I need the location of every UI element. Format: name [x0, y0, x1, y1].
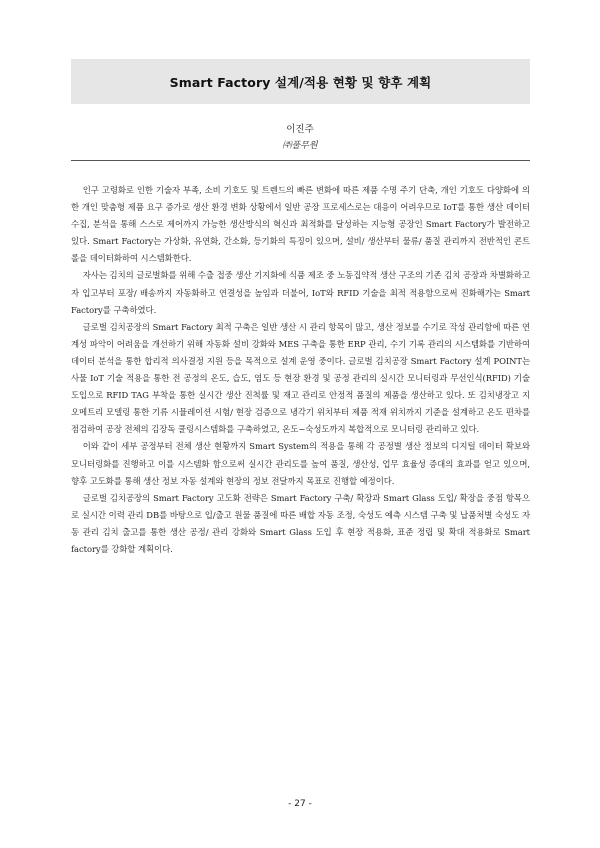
paper-title: Smart Factory 설계/적용 현황 및 향후 계획 [169, 74, 432, 90]
paragraph-3: 글로벌 김치공장의 Smart Factory 최적 구축은 일반 생산 시 관리 항목이 많고, 생산 정보를 수기로 작성 관리함에 따른 연계성 파악이 어려움을 개선하기 위해 자동화 설비 강화와 MES 구축을 통한 ERP 관리, 수기 기록 관리의 시스템화를 기반하여 데이터 분석을 통한 합리적 의사결정 지원 등을 목적으로 설계 운영 중이다. 글로벌 김치공장 Smart Factory 설계 POINT는 사물 IoT 기술 적용을 통한 전 공정의 온도, 습도, 염도 등 현장 환경 및 공정 관리의 실시간 모니터링과 무선인식(RFID) 기술 도입으로 RFID TAG 부착을 통한 실시간 생산 진척률 및 재고 관리로 안정적 품질의 제품을 생산하고 있다. 또 김치냉장고 지오메트리 모델링 통한 기류 시뮬레이션 시험/ 현장 검증으로 냉각기 위치부터 제품 적재 위치까지 기준을 설계하고 온도 편차를 점검하여 공장 전체의 김장독 쿨링시스템화를 구축하였고, 온도~숙성도까지 복합적으로 모니터링 관리하고 있다. [71, 321, 530, 435]
body-text [71, 182, 530, 558]
paragraph-2: 자사는 김치의 글로벌화를 위해 수출 접중 생산 기지화에 식품 제조 중 노동집약적 생산 구조의 기존 김치 공장과 차별화하고자 입고부터 포장/ 배송까지 자동화하고 연결성을 높임과 더불어, IoT와 RFID 기술을 최적 적용함으로써 진화해가는 Smart Factory를 구축하였다. [71, 270, 530, 315]
page-number: - 27 - [288, 799, 312, 809]
paragraph-1: 인구 고령화로 인한 기술자 부족, 소비 기호도 및 트렌드의 빠른 변화에 따른 제품 수명 주기 단축, 개인 기호도 다양화에 의한 개인 맞춤형 제품 요구 증가로 생산 환경 변화 상황에서 일반 공장 프로세스로는 대응이 어려우므로 IoT를 통한 생산 데이터 수집, 분석을 통해 스스로 제어까지 가능한 생산방식의 혁신과 최적화를 달성하는 지능형 공장인 Smart Factory가 발전하고 있다. Smart Factory는 가상화, 유연화, 간소화, 등기화의 특징이 있으며, 설비/ 생산부터 물류/ 품질 관리까지 전반적인 콘트롤을 데이터화하여 시스템화한다. [71, 185, 530, 264]
author-name: 이진주 [286, 124, 314, 135]
author-affiliation: ㈜풀무원 [282, 141, 318, 151]
paragraph-5: 글로벌 김치공장의 Smart Factory 고도화 전략은 Smart Factory 구축/ 확장과 Smart Glass 도입/ 확장을 중점 항목으로 실시간 이력 관리 DB를 바탕으로 입/출고 원물 품질에 따른 배합 자동 조정, 숙성도 예측 시스템 구축 및 납품처별 숙성도 자동 관리 김치 출고를 통한 생산 공정/ 관리 강화와 Smart Glass 도입 후 현장 적용화, 표준 정립 및 확대 적용화로 Smart factory를 강화할 계획이다. [71, 492, 530, 554]
paragraph-4: 이와 같이 세부 공정부터 전체 생산 현황까지 Smart System의 적용을 통해 각 공정별 생산 정보의 디지털 데이터 확보와 모니터링화를 진행하고 이를 시스템화 함으로써 실시간 관리도를 높여 품질, 생산성, 업무 효율성 증대의 효과를 얻고 있으며, 향후 고도화를 통해 생산 정보 자동 설계와 현장의 정보 전달까지 목표로 진행할 예정이다. [71, 441, 530, 486]
header-divider [71, 160, 530, 161]
title-banner [71, 59, 530, 104]
